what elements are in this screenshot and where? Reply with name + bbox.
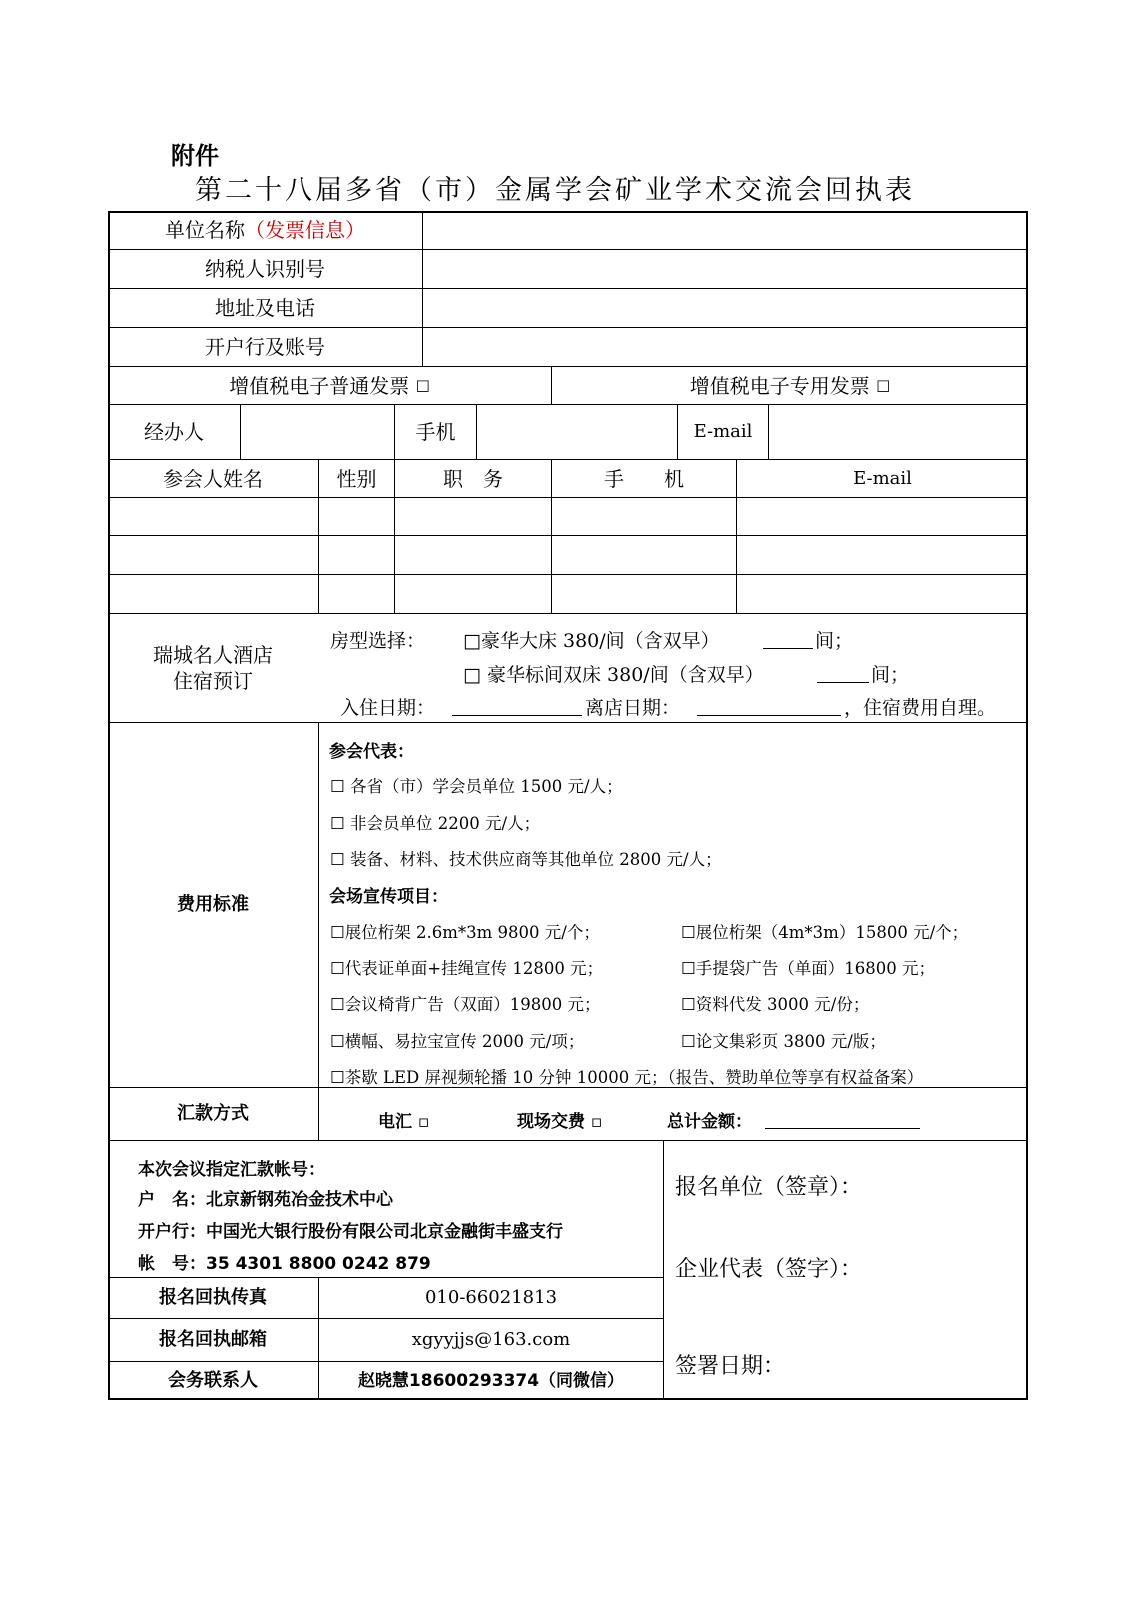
checkin-label: 入住日期：: [340, 697, 436, 719]
general-invoice-option[interactable]: [108, 367, 551, 404]
table-row[interactable]: [108, 575, 1028, 613]
account-number: 帐 号：35 4301 8800 0242 879: [138, 1254, 431, 1274]
fee-nonmember-option[interactable]: ☐ 非会员单位 2200 元/人；: [330, 814, 541, 833]
handler-label: 经办人: [144, 420, 204, 444]
bank-account-field[interactable]: [423, 328, 1028, 366]
handler-email-field[interactable]: [769, 405, 1028, 459]
attendee-name-header: 参会人姓名: [163, 466, 263, 491]
special-invoice-checkbox[interactable]: □: [876, 375, 891, 394]
handler-phone-field[interactable]: [477, 405, 677, 459]
room-option-twin[interactable]: □ 豪华标间双床 380/间（含双早）: [463, 664, 764, 686]
fee-standard-label: 费用标准: [177, 894, 249, 916]
invoice-info-note: （发票信息）: [245, 218, 365, 242]
room-twin-count-field[interactable]: [817, 664, 869, 683]
company-name-field[interactable]: [423, 211, 1028, 249]
fax-label: 报名回执传真: [159, 1287, 267, 1309]
promo-booth-small-option[interactable]: ☐展位桁架 2.6m*3m 9800 元/个；: [330, 923, 600, 942]
room-king-count-field[interactable]: [763, 630, 813, 649]
promo-led-video-option[interactable]: ☐茶歇 LED 屏视频轮播 10 分钟 10000 元；（报告、赞助单位等享有权益备案）: [330, 1068, 924, 1087]
hotel-name: 瑞城名人酒店: [153, 643, 273, 667]
fee-supplier-option[interactable]: ☐ 装备、材料、技术供应商等其他单位 2800 元/人；: [330, 850, 722, 869]
delegate-fees-title: 参会代表：: [329, 742, 414, 762]
sign-date-label: 签署日期：: [675, 1354, 786, 1379]
promo-proceedings-option[interactable]: ☐论文集彩页 3800 元/版；: [681, 1032, 886, 1051]
handler-email-label: E-mail: [693, 421, 753, 443]
wire-transfer-option[interactable]: 电汇 ▫: [378, 1112, 430, 1132]
handler-phone-label: 手机: [415, 420, 456, 444]
attendee-email-header: E-mail: [853, 467, 912, 489]
company-name-label: [108, 211, 422, 249]
room-twin-unit: 间；: [871, 664, 910, 686]
promo-handbag-option[interactable]: ☐手提袋广告（单面）16800 元；: [681, 959, 936, 978]
hotel-booking-label: [108, 614, 318, 722]
tax-id-field[interactable]: [423, 250, 1028, 288]
form-title: 第二十八届多省（市）金属学会矿业学术交流会回执表: [195, 175, 915, 206]
bank-account-label: 开户行及账号: [205, 335, 325, 359]
self-pay-note: ，住宿费用自理。: [844, 697, 997, 719]
promo-material-option[interactable]: ☐资料代发 3000 元/份；: [681, 995, 870, 1014]
address-phone-field[interactable]: [423, 289, 1028, 327]
special-invoice-option[interactable]: [552, 367, 1028, 404]
promo-chair-back-option[interactable]: ☐会议椅背广告（双面）19800 元；: [330, 995, 601, 1014]
attendee-gender-header: 性别: [336, 466, 377, 491]
fax-number: 010-66021813: [424, 1287, 558, 1309]
attendee-position-header: 职 务: [443, 466, 503, 491]
table-rule: [663, 1140, 664, 1400]
tax-id-label: 纳税人识别号: [205, 257, 325, 281]
representative-signature-label: 企业代表（签字）：: [675, 1257, 863, 1282]
table-row[interactable]: [108, 536, 1028, 574]
checkin-date-field[interactable]: [452, 697, 582, 716]
promo-banner-option[interactable]: ☐横幅、易拉宝宣传 2000 元/项；: [330, 1032, 585, 1051]
attendee-phone-header: 手 机: [604, 466, 684, 491]
handler-name-field[interactable]: [241, 405, 394, 459]
general-invoice-checkbox[interactable]: □: [415, 375, 430, 394]
unit-seal-label: 报名单位（签章）：: [675, 1175, 863, 1200]
table-row[interactable]: [108, 498, 1028, 535]
address-phone-label: 地址及电话: [215, 296, 315, 320]
special-invoice-label: 增值税电子专用发票: [689, 373, 870, 398]
registration-email[interactable]: xgyyjjs@163.com: [411, 1329, 571, 1351]
hotel-booking-text: 住宿预订: [173, 669, 253, 693]
promo-badge-lanyard-option[interactable]: ☐代表证单面+挂绳宣传 12800 元；: [330, 959, 604, 978]
total-amount-label: 总计金额：: [667, 1112, 752, 1132]
contact-person: 赵晓慧18600293374（同微信）: [357, 1370, 625, 1391]
company-name-text: 单位名称: [165, 218, 245, 242]
table-rule: [108, 1140, 1028, 1141]
payment-method-label: 汇款方式: [177, 1103, 249, 1125]
general-invoice-label: 增值税电子普通发票: [229, 373, 410, 398]
attachment-label: 附件: [171, 142, 219, 170]
fee-member-option[interactable]: ☐ 各省（市）学会员单位 1500 元/人；: [330, 777, 623, 796]
checkout-label: 离店日期：: [585, 697, 681, 719]
onsite-payment-option[interactable]: 现场交费 ▫: [517, 1112, 603, 1132]
account-bank: 开户行：中国光大银行股份有限公司北京金融街丰盛支行: [138, 1222, 563, 1242]
room-king-unit: 间；: [815, 630, 854, 652]
checkout-date-field[interactable]: [697, 697, 841, 716]
promo-booth-large-option[interactable]: ☐展位桁架（4m*3m）15800 元/个；: [681, 923, 969, 942]
contact-person-label: 会务联系人: [168, 1370, 258, 1392]
room-option-king[interactable]: □豪华大床 380/间（含双早）: [463, 630, 720, 652]
promotion-title: 会场宣传项目：: [329, 887, 448, 907]
account-title: 本次会议指定汇款帐号：: [138, 1160, 325, 1180]
account-holder: 户 名：北京新钢苑冶金技术中心: [138, 1190, 393, 1210]
email-label: 报名回执邮箱: [159, 1329, 267, 1351]
total-amount-field[interactable]: [765, 1112, 920, 1129]
room-type-label: 房型选择：: [330, 630, 426, 652]
table-rule: [318, 722, 319, 1140]
